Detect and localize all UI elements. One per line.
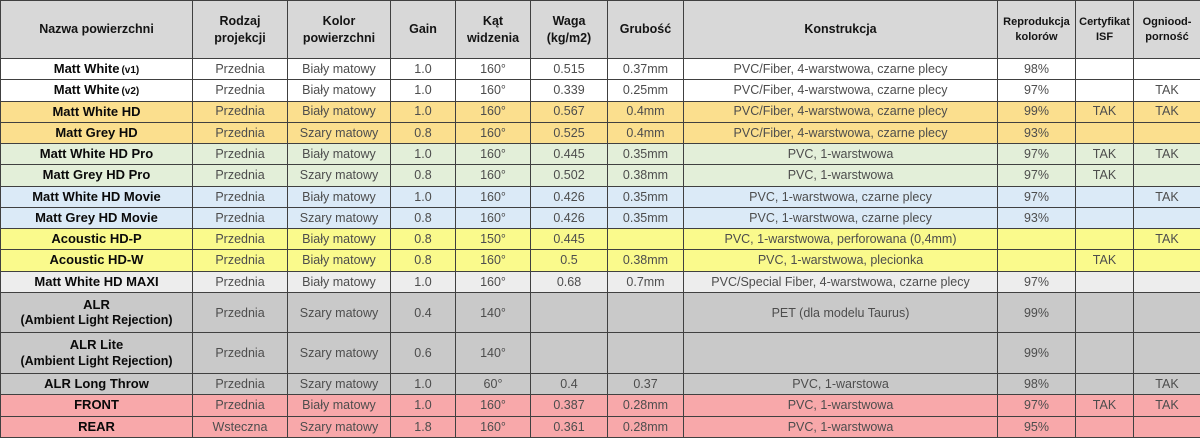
cell-gain: 1.0 [391, 373, 456, 394]
cell-surface-color: Szary matowy [288, 207, 391, 228]
column-header-color-reproduction: Reprodukcja kolorów [998, 1, 1076, 59]
cell-weight: 0.4 [531, 373, 608, 394]
cell-surface-name [1, 80, 193, 101]
cell-weight [531, 292, 608, 333]
cell-color-reproduction: 97% [998, 271, 1076, 292]
cell-gain: 1.0 [391, 144, 456, 165]
cell-projection-type: Przednia [193, 186, 288, 207]
surface-name-text: Matt White HD Pro [39, 146, 154, 162]
surface-name-text: Matt White [53, 60, 120, 76]
cell-thickness: 0.35mm [608, 207, 684, 228]
cell-viewing-angle: 150° [456, 229, 531, 250]
cell-fire-resistance [1134, 271, 1200, 292]
cell-fire-resistance: TAK [1134, 186, 1200, 207]
cell-weight: 0.525 [531, 122, 608, 143]
surface-name-text: Acoustic HD-P [51, 231, 142, 247]
cell-fire-resistance [1134, 416, 1200, 437]
table-row [1, 416, 1200, 437]
cell-thickness: 0.4mm [608, 101, 684, 122]
cell-projection-type: Przednia [193, 271, 288, 292]
cell-isf-certificate [1076, 59, 1134, 80]
cell-viewing-angle: 160° [456, 186, 531, 207]
cell-isf-certificate [1076, 373, 1134, 394]
cell-fire-resistance [1134, 122, 1200, 143]
cell-isf-certificate [1076, 333, 1134, 374]
cell-weight [531, 333, 608, 374]
cell-fire-resistance [1134, 333, 1200, 374]
column-header-surface-name: Nazwa powierzchni [1, 1, 193, 59]
column-header-fire-resistance: Ogniood-porność [1134, 1, 1200, 59]
table-row [1, 122, 1200, 143]
cell-thickness: 0.25mm [608, 80, 684, 101]
cell-gain: 1.8 [391, 416, 456, 437]
cell-thickness: 0.28mm [608, 416, 684, 437]
table-row [1, 59, 1200, 80]
cell-thickness [608, 229, 684, 250]
table-row [1, 229, 1200, 250]
cell-construction: PVC, 1-warstwowa [684, 144, 998, 165]
cell-thickness: 0.38mm [608, 250, 684, 271]
cell-weight: 0.339 [531, 80, 608, 101]
cell-construction: PVC, 1-warstowa [684, 373, 998, 394]
surface-name-subtitle: (Ambient Light Rejection) [20, 353, 173, 368]
surface-name-version: (v2) [121, 86, 140, 98]
cell-surface-name [1, 250, 193, 271]
cell-fire-resistance [1134, 292, 1200, 333]
cell-viewing-angle: 140° [456, 292, 531, 333]
cell-fire-resistance [1134, 165, 1200, 186]
cell-viewing-angle: 160° [456, 101, 531, 122]
table-row [1, 144, 1200, 165]
cell-surface-name [1, 395, 193, 416]
cell-color-reproduction: 99% [998, 333, 1076, 374]
cell-color-reproduction: 97% [998, 186, 1076, 207]
cell-thickness: 0.37 [608, 373, 684, 394]
cell-weight: 0.502 [531, 165, 608, 186]
cell-viewing-angle: 160° [456, 250, 531, 271]
cell-projection-type: Przednia [193, 144, 288, 165]
cell-weight: 0.426 [531, 186, 608, 207]
cell-projection-type: Przednia [193, 80, 288, 101]
surface-name-subtitle: (Ambient Light Rejection) [20, 313, 173, 327]
cell-weight: 0.361 [531, 416, 608, 437]
cell-construction: PVC/Fiber, 4-warstwowa, czarne plecy [684, 80, 998, 101]
cell-projection-type: Przednia [193, 292, 288, 333]
cell-surface-color: Biały matowy [288, 80, 391, 101]
cell-construction: PET (dla modelu Taurus) [684, 292, 998, 333]
cell-viewing-angle: 160° [456, 144, 531, 165]
column-header-weight: Waga (kg/m2) [531, 1, 608, 59]
column-header-projection-type: Rodzaj projekcji [193, 1, 288, 59]
cell-surface-color: Biały matowy [288, 186, 391, 207]
cell-surface-name [1, 373, 193, 394]
cell-surface-name [1, 144, 193, 165]
column-header-viewing-angle: Kąt widzenia [456, 1, 531, 59]
cell-thickness: 0.35mm [608, 186, 684, 207]
cell-isf-certificate [1076, 229, 1134, 250]
cell-surface-color: Szary matowy [288, 333, 391, 374]
cell-isf-certificate: TAK [1076, 101, 1134, 122]
cell-viewing-angle: 160° [456, 271, 531, 292]
cell-surface-color: Biały matowy [288, 229, 391, 250]
column-header-isf-certificate: Certyfikat ISF [1076, 1, 1134, 59]
cell-viewing-angle: 160° [456, 165, 531, 186]
cell-construction: PVC/Fiber, 4-warstwowa, czarne plecy [684, 101, 998, 122]
cell-surface-color: Biały matowy [288, 101, 391, 122]
surface-name-version: (v1) [121, 64, 140, 76]
cell-projection-type: Wsteczna [193, 416, 288, 437]
cell-surface-color: Biały matowy [288, 395, 391, 416]
table-row [1, 101, 1200, 122]
cell-thickness: 0.28mm [608, 395, 684, 416]
cell-surface-name [1, 292, 193, 333]
cell-thickness: 0.7mm [608, 271, 684, 292]
cell-projection-type: Przednia [193, 250, 288, 271]
cell-construction: PVC, 1-warstwowa, czarne plecy [684, 207, 998, 228]
cell-surface-color: Biały matowy [288, 144, 391, 165]
cell-projection-type: Przednia [193, 229, 288, 250]
cell-fire-resistance [1134, 207, 1200, 228]
table-header [1, 1, 1200, 59]
cell-color-reproduction: 99% [998, 101, 1076, 122]
cell-isf-certificate [1076, 416, 1134, 437]
cell-viewing-angle: 160° [456, 122, 531, 143]
cell-surface-name [1, 271, 193, 292]
cell-gain: 0.6 [391, 333, 456, 374]
table-row [1, 165, 1200, 186]
cell-color-reproduction: 98% [998, 373, 1076, 394]
cell-surface-name [1, 59, 193, 80]
cell-projection-type: Przednia [193, 101, 288, 122]
cell-projection-type: Przednia [193, 395, 288, 416]
cell-weight: 0.5 [531, 250, 608, 271]
cell-color-reproduction: 97% [998, 165, 1076, 186]
cell-gain: 1.0 [391, 101, 456, 122]
cell-surface-name [1, 416, 193, 437]
cell-surface-name [1, 101, 193, 122]
cell-color-reproduction: 95% [998, 416, 1076, 437]
cell-thickness: 0.38mm [608, 165, 684, 186]
cell-color-reproduction: 97% [998, 395, 1076, 416]
cell-surface-name [1, 333, 193, 374]
surface-name-text: Acoustic HD-W [49, 252, 144, 268]
column-header-thickness: Grubość [608, 1, 684, 59]
cell-projection-type: Przednia [193, 207, 288, 228]
cell-surface-name [1, 186, 193, 207]
cell-gain: 1.0 [391, 80, 456, 101]
cell-surface-name [1, 122, 193, 143]
table-row [1, 292, 1200, 333]
cell-construction: PVC, 1-warstwowa, plecionka [684, 250, 998, 271]
cell-viewing-angle: 160° [456, 59, 531, 80]
cell-isf-certificate: TAK [1076, 165, 1134, 186]
cell-projection-type: Przednia [193, 59, 288, 80]
cell-surface-color: Biały matowy [288, 59, 391, 80]
cell-surface-color: Biały matowy [288, 250, 391, 271]
cell-surface-name [1, 207, 193, 228]
header-row [1, 1, 1200, 59]
cell-projection-type: Przednia [193, 165, 288, 186]
surface-name-text: Matt Grey HD Movie [35, 209, 158, 225]
table-body [1, 59, 1200, 438]
cell-fire-resistance: TAK [1134, 229, 1200, 250]
cell-weight: 0.426 [531, 207, 608, 228]
cell-projection-type: Przednia [193, 373, 288, 394]
surface-name-text: Matt Grey HD Pro [42, 167, 151, 183]
cell-color-reproduction [998, 250, 1076, 271]
cell-color-reproduction [998, 229, 1076, 250]
cell-isf-certificate [1076, 207, 1134, 228]
cell-isf-certificate [1076, 186, 1134, 207]
cell-color-reproduction: 99% [998, 292, 1076, 333]
cell-construction: PVC/Fiber, 4-warstwowa, czarne plecy [684, 59, 998, 80]
cell-surface-color: Szary matowy [288, 416, 391, 437]
cell-weight: 0.567 [531, 101, 608, 122]
cell-gain: 0.8 [391, 207, 456, 228]
table-row [1, 271, 1200, 292]
cell-gain: 0.4 [391, 292, 456, 333]
surface-name-text: Matt White HD [52, 103, 141, 119]
column-header-construction: Konstrukcja [684, 1, 998, 59]
surface-name-text: Matt White HD Movie [32, 188, 161, 204]
table-row [1, 207, 1200, 228]
cell-isf-certificate [1076, 292, 1134, 333]
cell-construction: PVC, 1-warstwowa [684, 395, 998, 416]
table-row [1, 373, 1200, 394]
cell-fire-resistance [1134, 59, 1200, 80]
cell-gain: 0.8 [391, 229, 456, 250]
cell-gain: 1.0 [391, 186, 456, 207]
cell-gain: 0.8 [391, 122, 456, 143]
cell-color-reproduction: 98% [998, 59, 1076, 80]
cell-gain: 0.8 [391, 165, 456, 186]
cell-color-reproduction: 97% [998, 80, 1076, 101]
cell-viewing-angle: 160° [456, 207, 531, 228]
cell-surface-name [1, 165, 193, 186]
column-header-gain: Gain [391, 1, 456, 59]
surface-name-text: Matt White [53, 82, 120, 98]
cell-thickness: 0.37mm [608, 59, 684, 80]
cell-projection-type: Przednia [193, 122, 288, 143]
cell-gain: 0.8 [391, 250, 456, 271]
cell-fire-resistance: TAK [1134, 80, 1200, 101]
cell-fire-resistance: TAK [1134, 373, 1200, 394]
cell-weight: 0.387 [531, 395, 608, 416]
cell-surface-color: Szary matowy [288, 292, 391, 333]
cell-isf-certificate [1076, 122, 1134, 143]
cell-isf-certificate [1076, 271, 1134, 292]
cell-weight: 0.515 [531, 59, 608, 80]
surface-name-text: FRONT [74, 397, 119, 413]
cell-surface-color: Biały matowy [288, 271, 391, 292]
cell-construction: PVC, 1-warstwowa [684, 165, 998, 186]
cell-weight: 0.445 [531, 229, 608, 250]
cell-isf-certificate: TAK [1076, 395, 1134, 416]
cell-surface-color: Szary matowy [288, 165, 391, 186]
cell-construction [684, 333, 998, 374]
cell-fire-resistance [1134, 250, 1200, 271]
cell-fire-resistance: TAK [1134, 101, 1200, 122]
cell-construction: PVC/Fiber, 4-warstwowa, czarne plecy [684, 122, 998, 143]
cell-viewing-angle: 160° [456, 80, 531, 101]
cell-projection-type: Przednia [193, 333, 288, 374]
cell-viewing-angle: 160° [456, 416, 531, 437]
cell-construction: PVC, 1-warstwowa [684, 416, 998, 437]
surface-name-text: ALR [83, 296, 110, 312]
cell-thickness: 0.4mm [608, 122, 684, 143]
table-row [1, 333, 1200, 374]
cell-gain: 1.0 [391, 271, 456, 292]
cell-thickness: 0.35mm [608, 144, 684, 165]
cell-thickness [608, 292, 684, 333]
cell-viewing-angle: 160° [456, 395, 531, 416]
surface-name-text: Matt White HD MAXI [34, 273, 159, 289]
cell-color-reproduction: 97% [998, 144, 1076, 165]
cell-surface-name [1, 229, 193, 250]
cell-viewing-angle: 140° [456, 333, 531, 374]
surface-name-text: ALR Long Throw [44, 375, 149, 391]
cell-gain: 1.0 [391, 395, 456, 416]
surface-name-text: Matt Grey HD [55, 124, 138, 140]
cell-surface-color: Szary matowy [288, 122, 391, 143]
cell-surface-color: Szary matowy [288, 373, 391, 394]
cell-isf-certificate: TAK [1076, 250, 1134, 271]
table-row [1, 395, 1200, 416]
cell-fire-resistance: TAK [1134, 144, 1200, 165]
cell-construction: PVC, 1-warstwowa, perforowana (0,4mm) [684, 229, 998, 250]
table-row [1, 250, 1200, 271]
cell-fire-resistance: TAK [1134, 395, 1200, 416]
cell-color-reproduction: 93% [998, 122, 1076, 143]
surface-name-text: REAR [78, 418, 115, 434]
cell-isf-certificate: TAK [1076, 144, 1134, 165]
cell-weight: 0.68 [531, 271, 608, 292]
table-row [1, 80, 1200, 101]
cell-viewing-angle: 60° [456, 373, 531, 394]
cell-color-reproduction: 93% [998, 207, 1076, 228]
cell-gain: 1.0 [391, 59, 456, 80]
surface-name-text: ALR Lite [69, 337, 124, 353]
cell-weight: 0.445 [531, 144, 608, 165]
cell-isf-certificate [1076, 80, 1134, 101]
cell-construction: PVC, 1-warstwowa, czarne plecy [684, 186, 998, 207]
table-row [1, 186, 1200, 207]
cell-thickness [608, 333, 684, 374]
column-header-surface-color: Kolor powierzchni [288, 1, 391, 59]
cell-construction: PVC/Special Fiber, 4-warstwowa, czarne plecy [684, 271, 998, 292]
